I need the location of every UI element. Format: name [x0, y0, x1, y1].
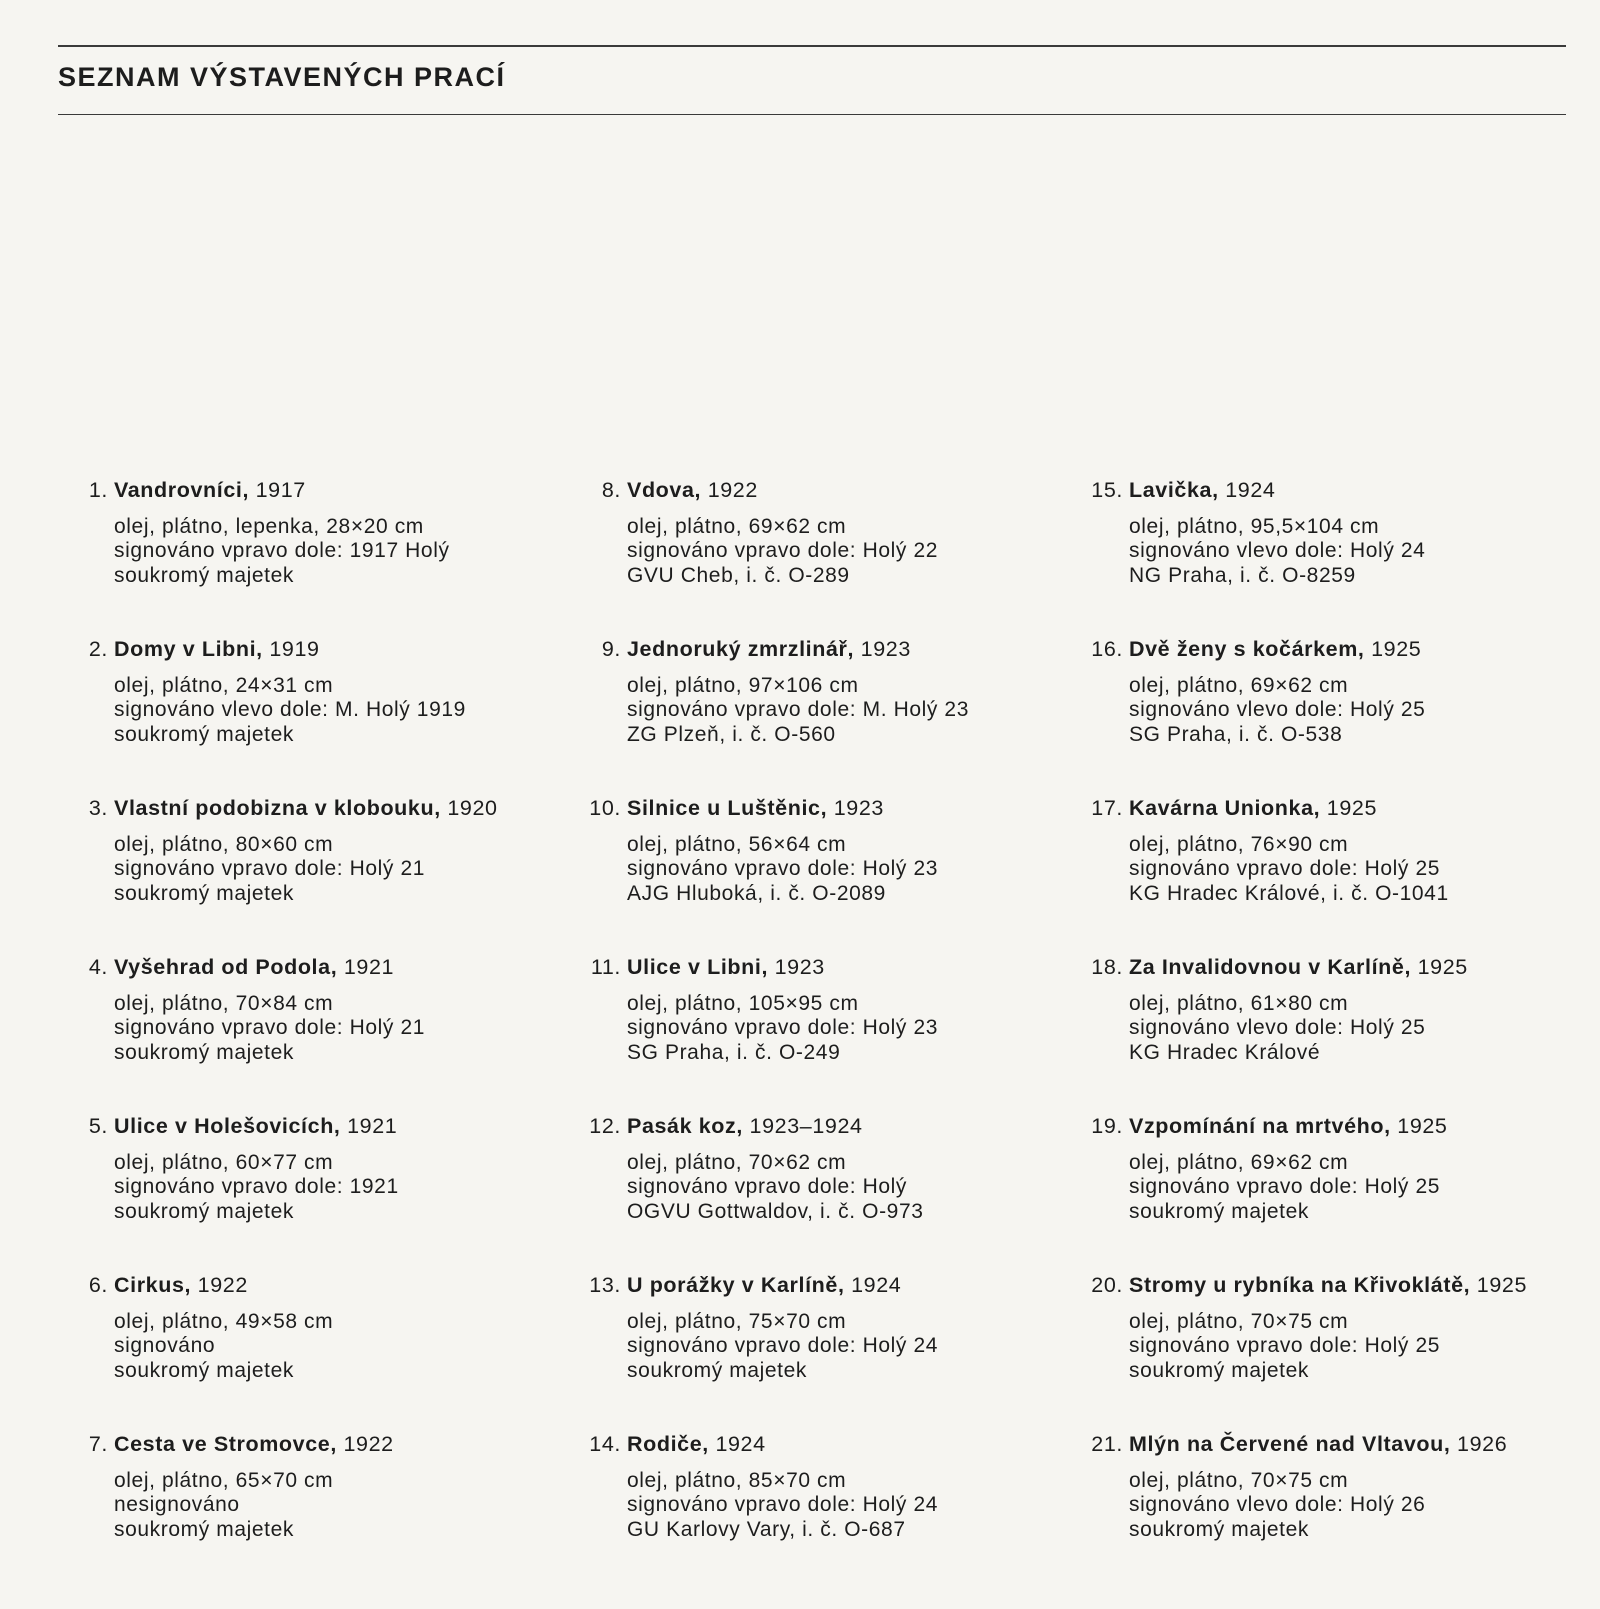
entry-title: Za Invalidovnou v Karlíně,: [1129, 955, 1412, 979]
entry-owner: OGVU Gottwaldov, i. č. O-973: [627, 1199, 924, 1223]
entry-heading: [1087, 637, 1557, 662]
entry-number: 7.: [88, 1432, 108, 1456]
entry-number: 6.: [88, 1273, 108, 1297]
entry-owner: soukromý majetek: [114, 1517, 294, 1541]
entry-owner: soukromý majetek: [114, 722, 294, 746]
entry-medium-size: olej, plátno, 76×90 cm: [1129, 832, 1349, 856]
entry-title: Dvě ženy s kočárkem,: [1129, 637, 1365, 661]
entry-medium-size: olej, plátno, 69×62 cm: [627, 514, 847, 538]
catalogue-entry: [80, 478, 550, 637]
entry-year: 1924: [715, 1432, 766, 1456]
entry-number: 21.: [1091, 1432, 1123, 1456]
entry-title: Jednoruký zmrzlinář,: [627, 637, 855, 661]
header-rule-top: [58, 45, 1566, 47]
entry-heading: [1087, 478, 1557, 503]
entry-number: 17.: [1091, 796, 1123, 820]
entry-number: 2.: [88, 637, 108, 661]
catalogue-column-2: [585, 478, 1055, 1591]
entry-heading: [80, 1114, 550, 1139]
entry-number: 19.: [1091, 1114, 1123, 1138]
entry-owner: AJG Hluboká, i. č. O-2089: [627, 881, 886, 905]
entry-title: Vyšehrad od Podola,: [114, 955, 338, 979]
entry-heading: [80, 955, 550, 980]
entry-number: 13.: [589, 1273, 621, 1297]
entry-number: 9.: [601, 637, 621, 661]
entry-heading: [1087, 1432, 1557, 1457]
entry-year: 1925: [1476, 1273, 1528, 1297]
entry-heading: [80, 637, 550, 662]
entry-year: 1925: [1371, 637, 1422, 661]
entry-medium-size: olej, plátno, 69×62 cm: [1129, 1150, 1349, 1174]
entry-year: 1917: [255, 478, 306, 502]
entry-medium-size: olej, plátno, 60×77 cm: [114, 1150, 334, 1174]
catalogue-entry: [80, 1273, 550, 1432]
entry-medium-size: olej, plátno, 70×75 cm: [1129, 1468, 1349, 1492]
entry-year: 1922: [197, 1273, 248, 1297]
entry-year: 1925: [1326, 796, 1378, 820]
catalogue-entry: [1087, 1432, 1557, 1591]
entry-medium-size: olej, plátno, 69×62 cm: [1129, 673, 1349, 697]
entry-year: 1923: [774, 955, 825, 979]
entry-medium-size: olej, plátno, 70×84 cm: [114, 991, 334, 1015]
entry-heading: [585, 1432, 1055, 1457]
catalogue-entry: [585, 1432, 1055, 1591]
entry-owner: KG Hradec Králové: [1129, 1040, 1321, 1064]
entry-title: Ulice v Libni,: [627, 955, 769, 979]
catalogue-entry: [80, 637, 550, 796]
entry-year: 1920: [447, 796, 498, 820]
entry-number: 1.: [88, 478, 108, 502]
entry-number: 8.: [601, 478, 621, 502]
catalogue-entry: [585, 955, 1055, 1114]
entry-signature: signováno vlevo dole: M. Holý 1919: [114, 698, 466, 721]
entry-signature: signováno vlevo dole: Holý 26: [1129, 1493, 1426, 1516]
entry-number: 20.: [1091, 1273, 1123, 1297]
entry-year: 1923–1924: [749, 1114, 863, 1138]
catalogue-column-1: [80, 478, 550, 1591]
entry-signature: signováno vlevo dole: Holý 25: [1129, 698, 1426, 721]
entry-year: 1924: [1225, 478, 1276, 502]
entry-number: 18.: [1091, 955, 1123, 979]
entry-signature: signováno vpravo dole: Holý 24: [627, 1334, 939, 1357]
entry-owner: soukromý majetek: [114, 563, 294, 587]
entry-medium-size: olej, plátno, 61×80 cm: [1129, 991, 1349, 1015]
header-rule-bottom: [58, 114, 1566, 115]
entry-owner: soukromý majetek: [114, 1040, 294, 1064]
entry-owner: soukromý majetek: [114, 1199, 294, 1223]
entry-heading: [585, 955, 1055, 980]
entry-signature: signováno vpravo dole: M. Holý 23: [627, 698, 969, 721]
entry-number: 3.: [88, 796, 108, 820]
entry-signature: signováno vpravo dole: 1917 Holý: [114, 539, 450, 562]
entry-heading: [80, 796, 550, 821]
entry-medium-size: olej, plátno, 49×58 cm: [114, 1309, 334, 1333]
entry-medium-size: olej, plátno, 56×64 cm: [627, 832, 847, 856]
entry-owner: soukromý majetek: [1129, 1199, 1309, 1223]
entry-title: Stromy u rybníka na Křivoklátě,: [1129, 1273, 1471, 1297]
entry-medium-size: olej, plátno, 65×70 cm: [114, 1468, 334, 1492]
entry-title: Vzpomínání na mrtvého,: [1129, 1114, 1391, 1138]
entry-number: 15.: [1091, 478, 1123, 502]
entry-signature: signováno vpravo dole: Holý: [627, 1175, 908, 1198]
catalogue-column-3: [1087, 478, 1557, 1591]
entry-title: Cirkus,: [114, 1273, 192, 1297]
entry-year: 1921: [347, 1114, 398, 1138]
entry-year: 1923: [860, 637, 911, 661]
entry-medium-size: olej, plátno, 95,5×104 cm: [1129, 514, 1380, 538]
entry-medium-size: olej, plátno, 85×70 cm: [627, 1468, 847, 1492]
entry-owner: soukromý majetek: [114, 1358, 294, 1382]
entry-title: Kavárna Unionka,: [1129, 796, 1321, 820]
entry-heading: [80, 1432, 550, 1457]
catalogue-entry: [80, 955, 550, 1114]
catalogue-entry: [80, 796, 550, 955]
catalogue-entry: [585, 1273, 1055, 1432]
entry-heading: [1087, 955, 1557, 980]
entry-year: 1922: [707, 478, 758, 502]
entry-medium-size: olej, plátno, 70×62 cm: [627, 1150, 847, 1174]
entry-owner: soukromý majetek: [114, 881, 294, 905]
entry-heading: [585, 478, 1055, 503]
entry-title: Lavička,: [1129, 478, 1219, 502]
catalogue-entry: [1087, 955, 1557, 1114]
entry-owner: SG Praha, i. č. O-538: [1129, 722, 1343, 746]
entry-signature: signováno vpravo dole: 1921: [114, 1175, 399, 1198]
catalogue-entry: [585, 478, 1055, 637]
entry-title: Ulice v Holešovicích,: [114, 1114, 341, 1138]
entry-owner: GU Karlovy Vary, i. č. O-687: [627, 1517, 906, 1541]
entry-owner: soukromý majetek: [1129, 1517, 1309, 1541]
entry-heading: [1087, 1273, 1557, 1298]
entry-signature: signováno vpravo dole: Holý 25: [1129, 1175, 1441, 1198]
entry-owner: soukromý majetek: [627, 1358, 807, 1382]
entry-signature: signováno vlevo dole: Holý 25: [1129, 1016, 1426, 1039]
entry-medium-size: olej, plátno, 80×60 cm: [114, 832, 334, 856]
entry-owner: SG Praha, i. č. O-249: [627, 1040, 841, 1064]
catalogue-entry: [1087, 1273, 1557, 1432]
catalogue-entry: [1087, 478, 1557, 637]
entry-number: 12.: [589, 1114, 621, 1138]
entry-signature: signováno vpravo dole: Holý 21: [114, 857, 426, 880]
entry-heading: [80, 1273, 550, 1298]
entry-number: 16.: [1091, 637, 1123, 661]
entry-number: 11.: [590, 955, 621, 979]
entry-title: Rodiče,: [627, 1432, 709, 1456]
entry-number: 10.: [589, 796, 621, 820]
catalogue-entry: [1087, 637, 1557, 796]
entry-year: 1925: [1397, 1114, 1448, 1138]
entry-number: 4.: [88, 955, 108, 979]
entry-year: 1926: [1457, 1432, 1508, 1456]
entry-title: Pasák koz,: [627, 1114, 743, 1138]
catalogue-entry: [1087, 1114, 1557, 1273]
entry-number: 14.: [589, 1432, 621, 1456]
entry-signature: signováno vpravo dole: Holý 21: [114, 1016, 426, 1039]
catalogue-entry: [80, 1114, 550, 1273]
entry-medium-size: olej, plátno, lepenka, 28×20 cm: [114, 514, 424, 538]
entry-title: Cesta ve Stromovce,: [114, 1432, 337, 1456]
entry-title: Mlýn na Červené nad Vltavou,: [1129, 1432, 1451, 1456]
entry-heading: [585, 1273, 1055, 1298]
entry-heading: [585, 1114, 1055, 1139]
entry-owner: soukromý majetek: [1129, 1358, 1309, 1382]
entry-year: 1925: [1417, 955, 1468, 979]
catalogue-entry: [585, 637, 1055, 796]
entry-year: 1921: [343, 955, 395, 979]
entry-title: Silnice u Luštěnic,: [627, 796, 828, 820]
catalogue-entry: [1087, 796, 1557, 955]
entry-medium-size: olej, plátno, 97×106 cm: [627, 673, 859, 697]
entry-title: Domy v Libni,: [114, 637, 263, 661]
entry-year: 1924: [851, 1273, 902, 1297]
entry-owner: GVU Cheb, i. č. O-289: [627, 563, 850, 587]
entry-medium-size: olej, plátno, 105×95 cm: [627, 991, 859, 1015]
entry-owner: ZG Plzeň, i. č. O-560: [627, 722, 836, 746]
entry-heading: [1087, 1114, 1557, 1139]
entry-year: 1922: [343, 1432, 394, 1456]
entry-title: Vdova,: [627, 478, 702, 502]
entry-signature: signováno vpravo dole: Holý 25: [1129, 1334, 1441, 1357]
entry-heading: [585, 637, 1055, 662]
entry-title: Vandrovníci,: [114, 478, 250, 502]
entry-signature: signováno: [114, 1334, 216, 1357]
entry-medium-size: olej, plátno, 24×31 cm: [114, 673, 334, 697]
entry-title: U porážky v Karlíně,: [627, 1273, 845, 1297]
entry-signature: signováno vpravo dole: Holý 23: [627, 1016, 939, 1039]
page-heading: SEZNAM VÝSTAVENÝCH PRACÍ: [58, 62, 506, 92]
entry-signature: signováno vpravo dole: Holý 23: [627, 857, 939, 880]
entry-heading: [80, 478, 550, 503]
entry-heading: [585, 796, 1055, 821]
catalogue-entry: [585, 796, 1055, 955]
entry-medium-size: olej, plátno, 70×75 cm: [1129, 1309, 1349, 1333]
entry-signature: signováno vpravo dole: Holý 25: [1129, 857, 1441, 880]
entry-medium-size: olej, plátno, 75×70 cm: [627, 1309, 847, 1333]
entry-signature: nesignováno: [114, 1493, 240, 1516]
entry-signature: signováno vpravo dole: Holý 22: [627, 539, 939, 562]
entry-number: 5.: [88, 1114, 108, 1138]
entry-owner: NG Praha, i. č. O-8259: [1129, 563, 1356, 587]
entry-year: 1919: [269, 637, 320, 661]
catalogue-entry: [585, 1114, 1055, 1273]
entry-signature: signováno vpravo dole: Holý 24: [627, 1493, 939, 1516]
entry-title: Vlastní podobizna v klobouku,: [114, 796, 441, 820]
entry-heading: [1087, 796, 1557, 821]
catalogue-entry: [80, 1432, 550, 1591]
entry-year: 1923: [833, 796, 884, 820]
entry-owner: KG Hradec Králové, i. č. O-1041: [1129, 881, 1449, 905]
entry-signature: signováno vlevo dole: Holý 24: [1129, 539, 1426, 562]
